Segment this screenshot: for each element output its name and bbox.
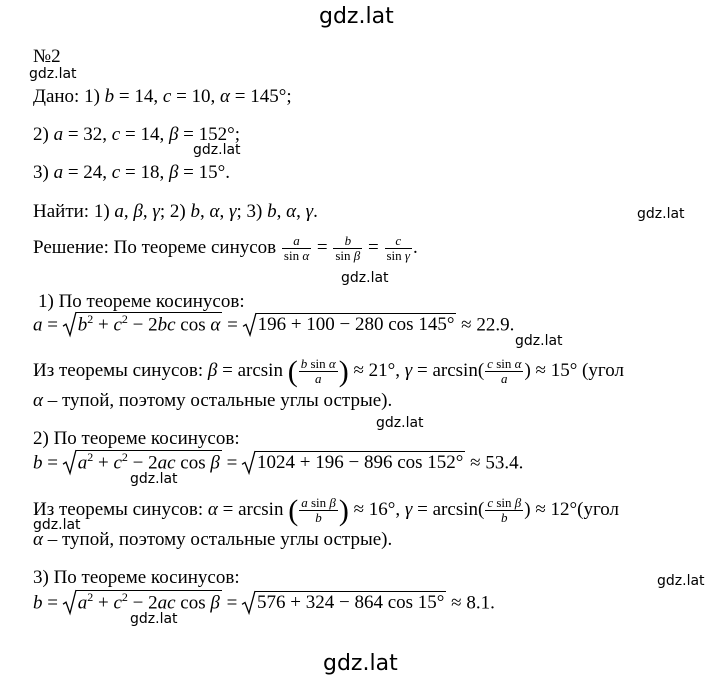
formula-b3: b = $a^2 + c^2 - 2ac$ cos β = 576 + 324 − 864 cos 15° ≈ 8.1. bbox=[33, 590, 495, 614]
note-line-1: α – тупой, поэтому остальные углы острые). bbox=[33, 390, 393, 411]
sqrt-numeric: 196 + 100 − 280 cos 145° bbox=[243, 313, 457, 336]
given-line-1: Дано: 1) b = 14, c = 10, α = 145°; bbox=[33, 86, 292, 107]
sine-intro-2: Из теоремы синусов: bbox=[33, 499, 204, 521]
formula-b2: b = $a^2 + c^2 - 2ac$ cos β = 1024 + 196 − 896 cos 152° ≈ 53.4. bbox=[33, 450, 524, 474]
sine-theorem-text: По теореме синусов bbox=[113, 237, 277, 259]
watermark-bottom: gdz.lat bbox=[323, 651, 398, 676]
result-gamma2: ≈ 12° bbox=[535, 499, 578, 521]
watermark: gdz.lat bbox=[637, 206, 685, 222]
watermark: gdz.lat bbox=[33, 517, 81, 533]
sine-intro-1: Из теоремы синусов: bbox=[33, 360, 204, 382]
watermark: gdz.lat bbox=[29, 66, 77, 82]
given-line-2: 2) a = 32, c = 14, β = 152°; bbox=[33, 124, 241, 145]
problem-number: №2 bbox=[33, 46, 61, 67]
watermark-top: gdz.lat bbox=[319, 4, 394, 29]
cosine-heading-1: 1) По теореме косинусов: bbox=[38, 291, 245, 312]
cosine-heading-3: 3) По теореме косинусов: bbox=[33, 567, 240, 588]
watermark: gdz.lat bbox=[130, 471, 178, 487]
obtuse-note-2: – тупой, поэтому остальные углы острые). bbox=[47, 529, 393, 550]
fraction-a-sin-alpha: $\frac{a}{\text{sin α}}$ bbox=[283, 233, 310, 264]
watermark: gdz.lat bbox=[657, 573, 705, 589]
given-label: Дано: bbox=[33, 86, 80, 107]
sqrt-expression: $b^2 + c^2 - 2bc$ cos α bbox=[63, 312, 223, 336]
watermark: gdz.lat bbox=[515, 333, 563, 349]
fraction-gamma: $\frac{\text{c sin β}}{b}$ bbox=[487, 495, 522, 526]
fraction-gamma: $\frac{\text{c sin α}}{a}$ bbox=[487, 356, 522, 387]
fraction-b-sin-beta: $\frac{b}{\text{sin β}}$ bbox=[335, 233, 361, 264]
solution-label: Решение: bbox=[33, 237, 109, 259]
sqrt-expression: $a^2 + c^2 - 2ac$ cos β bbox=[63, 450, 222, 474]
result-b2: ≈ 53.4. bbox=[470, 452, 524, 474]
note-line-2: α – тупой, поэтому остальные углы острые). bbox=[33, 529, 393, 550]
solution-line: Решение: По теореме синусов $\frac{a}{\text{sin α}}$ = $\frac{b}{\text{sin β}}$ = $\frac{c}{\text{sin γ}}$ . bbox=[33, 233, 418, 264]
sine-result-2: Из теоремы синусов: α = arcsin ( $\frac{\text{a sin β}}{b}$ ) ≈ 16°, γ = arcsin( $\frac{\text{c sin β}}{b}$ ) ≈ 12°(угол bbox=[33, 493, 620, 527]
fraction-beta: $\frac{\text{b sin α}}{a}$ bbox=[300, 356, 336, 387]
given-line-3: 3) a = 24, c = 18, β = 15°. bbox=[33, 162, 230, 183]
angle-word-2: (угол bbox=[577, 499, 620, 521]
angle-word-1: (угол bbox=[582, 360, 624, 382]
fraction-c-sin-gamma: $\frac{c}{\text{sin γ}}$ bbox=[386, 233, 411, 264]
sqrt-numeric: 1024 + 196 − 896 cos 152° bbox=[242, 451, 465, 474]
watermark: gdz.lat bbox=[376, 415, 424, 431]
result-b3: ≈ 8.1. bbox=[451, 592, 495, 614]
formula-a: a = $b^2 + c^2 - 2bc$ cos α = 196 + 100 − 280 cos 145° ≈ 22.9. bbox=[33, 312, 515, 336]
watermark: gdz.lat bbox=[193, 142, 241, 158]
sqrt-expression: $a^2 + c^2 - 2ac$ cos β bbox=[63, 590, 222, 614]
find-label: Найти: bbox=[33, 201, 90, 222]
find-line: Найти: 1) a, β, γ; 2) b, α, γ; 3) b, α, γ. bbox=[33, 201, 318, 222]
sqrt-numeric: 576 + 324 − 864 cos 15° bbox=[242, 591, 446, 614]
result-gamma: ≈ 15° bbox=[535, 360, 578, 382]
watermark: gdz.lat bbox=[130, 611, 178, 627]
result-a: ≈ 22.9. bbox=[461, 314, 515, 336]
cosine-heading-2: 2) По теореме косинусов: bbox=[33, 428, 240, 449]
sine-result-1: Из теоремы синусов: β = arcsin ( $\frac{\text{b sin α}}{a}$ ) ≈ 21°, γ = arcsin( $\frac{\text{c sin α}}{a}$ ) ≈ 15° (угол bbox=[33, 354, 624, 388]
result-alpha2: ≈ 16°, bbox=[353, 499, 401, 521]
result-beta: ≈ 21°, bbox=[353, 360, 400, 382]
fraction-alpha: $\frac{\text{a sin β}}{b}$ bbox=[301, 495, 336, 526]
obtuse-note-1: – тупой, поэтому остальные углы острые). bbox=[47, 390, 393, 411]
watermark: gdz.lat bbox=[341, 270, 389, 286]
